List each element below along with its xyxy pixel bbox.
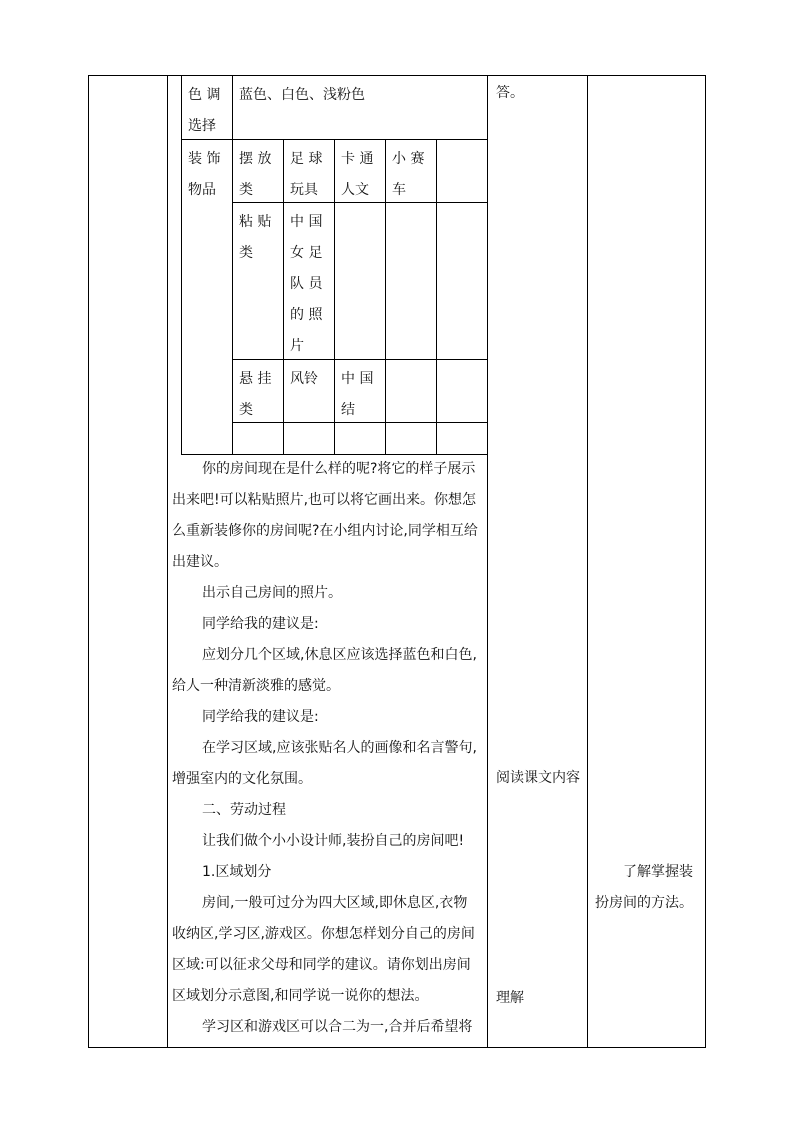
item-cell-empty	[386, 360, 437, 423]
para-line: 房间,一般可过分为四大区域,即休息区,衣物	[202, 895, 468, 911]
para-line: 收纳区,学习区,游戏区。你想怎样划分自己的房间	[172, 926, 475, 942]
item-cell	[386, 140, 437, 203]
item-line: 中 国	[290, 214, 323, 230]
col4-line-1: 了解掌握装	[623, 864, 693, 880]
type-line: 类	[239, 182, 253, 198]
col3-bottom-text: 理解	[496, 990, 524, 1006]
para-line: 区域划分示意图,和同学说一说你的想法。	[172, 988, 429, 1004]
para-line: 应划分几个区域,休息区应该选择蓝色和白色,	[202, 647, 477, 663]
para-line: 你的房间现在是什么样的呢?将它的样子展示	[202, 461, 476, 477]
para-line: 区域:可以征求父母和同学的建议。请你划出房间	[172, 957, 471, 973]
item-cell-empty	[335, 203, 386, 360]
section-heading: 二、劳动过程	[202, 802, 286, 818]
item-cell-empty	[233, 423, 284, 455]
item-cell-empty	[437, 140, 488, 203]
para-line: 出示自己房间的照片。	[202, 585, 342, 601]
para-line: 增强室内的文化氛围。	[172, 771, 312, 787]
item-line: 女 足	[290, 245, 323, 261]
color-row	[182, 76, 488, 140]
item-line: 的 照	[290, 307, 323, 323]
decoration-table	[181, 75, 488, 455]
column-divider-3	[587, 75, 588, 1048]
col4-line-2: 扮房间的方法。	[595, 895, 693, 911]
item-cell	[284, 360, 335, 423]
item-line: 风铃	[290, 371, 318, 387]
item-line: 足 球	[290, 151, 323, 167]
type-line: 类	[239, 245, 253, 261]
item-cell	[335, 360, 386, 423]
para-line: 让我们做个小小设计师,装扮自己的房间吧!	[202, 833, 465, 849]
body-text	[172, 454, 486, 1043]
item-cell-empty	[386, 423, 437, 455]
subsection-heading: 1.区域划分	[202, 864, 272, 880]
type-line: 类	[239, 402, 253, 418]
item-cell	[335, 140, 386, 203]
para-line: 同学给我的建议是:	[202, 616, 319, 632]
item-line: 卡 通	[341, 151, 374, 167]
color-value: 蓝色、白色、浅粉色	[239, 87, 365, 103]
item-cell-empty	[386, 203, 437, 360]
item-cell-empty	[437, 203, 488, 360]
para-line: 给人一种清新淡雅的感觉。	[172, 678, 340, 694]
item-cell-empty	[437, 360, 488, 423]
type-cell	[233, 360, 284, 423]
col3-mid-text: 阅读课文内容	[496, 770, 580, 786]
item-line: 中 国	[341, 371, 374, 387]
para-line: 出建议。	[172, 554, 228, 570]
para-line: 出来吧!可以粘贴照片,也可以将它画出来。你想怎	[172, 492, 477, 508]
item-line: 玩具	[290, 182, 318, 198]
type-cell	[233, 140, 284, 203]
type-cell	[233, 203, 284, 360]
item-cell	[284, 203, 335, 360]
color-label-line: 色 调	[188, 87, 221, 103]
item-line: 结	[341, 402, 355, 418]
color-label-cell	[182, 76, 233, 140]
column-divider-1	[167, 75, 168, 1048]
color-label-line: 选择	[188, 118, 216, 134]
decor-label-cell	[182, 140, 233, 455]
decor-label-line: 物品	[188, 182, 216, 198]
para-line: 在学习区域,应该张贴名人的画像和名言警句,	[202, 740, 477, 756]
item-cell	[284, 140, 335, 203]
item-line: 人文	[341, 182, 369, 198]
item-cell-empty	[335, 423, 386, 455]
type-line: 悬 挂	[239, 371, 272, 387]
type-line: 摆 放	[239, 151, 272, 167]
item-line: 车	[392, 182, 406, 198]
decor-label-line: 装 饰	[188, 151, 221, 167]
col3-top-text: 答。	[496, 85, 524, 101]
decor-row-display	[182, 140, 488, 203]
para-line: 同学给我的建议是:	[202, 709, 319, 725]
item-cell-empty	[284, 423, 335, 455]
para-line: 么重新装修你的房间呢?在小组内讨论,同学相互给	[172, 523, 478, 539]
item-line: 小 赛	[392, 151, 425, 167]
type-line: 粘 贴	[239, 214, 272, 230]
item-line: 队 员	[290, 276, 323, 292]
item-cell-empty	[437, 423, 488, 455]
para-line: 学习区和游戏区可以合二为一,合并后希望将	[202, 1019, 473, 1035]
color-value-cell	[233, 76, 488, 140]
item-line: 片	[290, 338, 304, 354]
